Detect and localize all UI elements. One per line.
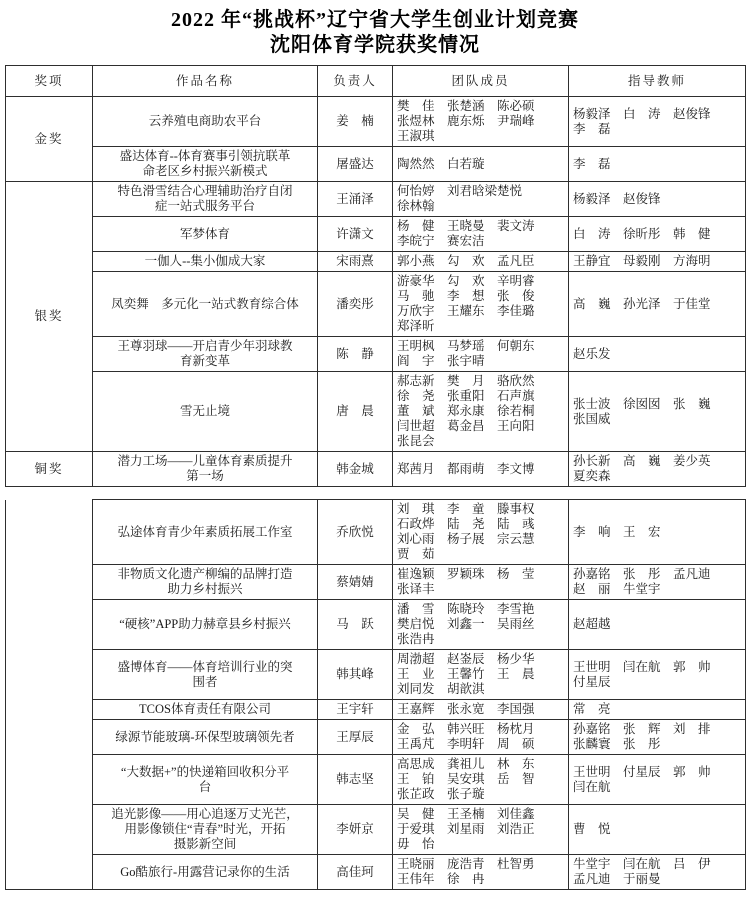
member-line: 郝志新 樊 月 骆欣然 [397,374,535,388]
work-title-line: 追光影像——用心追逐万丈光芒， [111,807,299,821]
leader-cell: 韩金城 [318,452,393,487]
team-members-cell [393,500,569,565]
award-cell: 银奖 [6,182,93,452]
work-title-line: 盛达体育--体育赛事引领抗联革 [119,149,291,163]
advisors-cell [569,272,746,337]
work-title-cell [93,805,318,855]
advisors-cell [569,700,746,720]
member-line: 何怡婷 刘君晗梁楚悦 [397,184,523,198]
advisor-line: 张国威 [573,411,611,426]
member-line: 闫世超 葛金昌 王向阳 [397,419,535,433]
work-title-cell [93,182,318,217]
leader-cell: 王厚辰 [318,720,393,755]
work-title-cell [93,600,318,650]
advisors-cell [569,97,746,147]
team-members-cell [393,372,569,452]
team-members-cell [393,700,569,720]
advisors-cell [569,805,746,855]
advisor-line: 张麟寰 张 彤 [573,737,661,751]
table-row [6,700,746,720]
work-title-cell [93,650,318,700]
advisor-line: 张士波 徐囡囡 张 巍 [573,396,711,411]
member-line: 金 弘 韩兴旺 杨枕月 [397,722,535,736]
leader-cell: 屠盛达 [318,147,393,182]
leader-cell: 唐 晨 [318,372,393,452]
advisor-line: 孟凡迪 于丽曼 [573,872,661,886]
member-line: 刘心雨 杨子展 宗云慧 [397,532,535,546]
work-title-line: “大数据+”的快递箱回收积分平 [120,764,290,779]
work-title-cell [93,217,318,252]
header-row [6,66,746,97]
work-title-line: “硬核”APP助力赫章县乡村振兴 [119,617,291,631]
advisor-line: 孙嘉铭 张 彤 孟凡迪 [573,567,711,581]
leader-cell: 乔欣悦 [318,500,393,565]
leader-cell: 李妍京 [318,805,393,855]
header-team-members: 团队成员 [393,66,569,97]
member-line: 石政烨 陆 尧 陆 彧 [397,517,535,531]
work-title-cell [93,700,318,720]
advisor-line: 高 巍 孙光泽 于佳堂 [573,296,711,311]
member-line: 刘 琪 李 童 滕事权 [397,502,535,516]
leader-cell: 陈 静 [318,337,393,372]
member-line: 万欣宇 王耀东 李佳璐 [397,304,535,318]
team-members-cell [393,252,569,272]
team-members-cell [393,600,569,650]
member-line: 郑茜月 都雨萌 李文博 [397,461,535,476]
advisor-line: 付星辰 [573,674,611,689]
member-line: 刘同发 胡歆淇 [397,682,485,696]
team-members-cell [393,182,569,217]
work-title-cell [93,337,318,372]
team-members-cell [393,755,569,805]
advisor-line: 赵超越 [573,617,611,631]
member-line: 张煜林 鹿东烁 尹瑞峰 [397,114,535,128]
work-title-cell [93,147,318,182]
table-row [6,337,746,372]
table-row [6,650,746,700]
work-title-line: 助力乡村振兴 [167,582,243,596]
member-line: 王嘉辉 张永宽 李国强 [397,702,535,716]
table-row [6,565,746,600]
table-row [6,217,746,252]
advisor-line: 常 亮 [573,702,611,716]
advisor-line: 杨毅泽 赵俊锋 [573,191,661,206]
advisors-cell [569,565,746,600]
work-title-line: 摄影新空间 [173,837,237,851]
team-members-cell [393,217,569,252]
member-line: 王晓丽 庞浩青 杜智勇 [397,857,535,871]
table-row [6,500,746,565]
leader-cell: 蔡婧婧 [318,565,393,600]
title-line-1: 2022 年“挑战杯”辽宁省大学生创业计划竞赛 [171,9,579,31]
member-line: 李皖宁 赛宏洁 [397,234,485,248]
header-leader: 负责人 [318,66,393,97]
member-line: 阎 宇 张宇晴 [397,354,485,368]
member-line: 王 铂 吴安琪 岳 智 [397,772,535,786]
work-title-line: 雪无止境 [179,404,230,418]
advisors-cell [569,337,746,372]
leader-cell: 韩其峰 [318,650,393,700]
member-line: 徐 尧 张重阳 石声旗 [397,389,535,403]
table-section-gap [5,487,745,499]
member-line: 于爱琪 刘星雨 刘浩正 [397,822,535,836]
header-work-name: 作品名称 [93,66,318,97]
team-members-cell [393,97,569,147]
member-line: 杨 健 王晓曼 裴文涛 [397,219,535,233]
team-members-cell [393,650,569,700]
work-title-line: 育新变革 [179,354,230,368]
work-title-line: 第一场 [186,469,224,483]
leader-cell: 许潇文 [318,217,393,252]
work-title-cell [93,452,318,487]
member-line: 董 斌 郑永康 徐若桐 [397,404,535,418]
advisors-cell [569,372,746,452]
leader-cell: 韩志坚 [318,755,393,805]
member-line: 陶然然 白若璇 [397,156,485,171]
table-row [6,97,746,147]
awards-table-part1 [5,65,746,487]
table-row [6,755,746,805]
work-title-line: 盛博体育——体育培训行业的突 [117,659,293,674]
header-advisors: 指导教师 [569,66,746,97]
award-cell: 铜奖 [6,452,93,487]
leader-cell: 马 跃 [318,600,393,650]
member-line: 吴 健 王圣楠 刘佳鑫 [397,807,535,821]
table-row [6,182,746,217]
table-row [6,855,746,890]
work-title-line: Go酷旅行-用露营记录你的生活 [120,864,290,879]
member-line: 张译丰 [397,582,435,596]
team-members-cell [393,565,569,600]
work-title-cell [93,252,318,272]
work-title-line: 云养殖电商助农平台 [148,114,262,128]
member-line: 潘 雪 陈晓玲 李雪艳 [397,602,535,616]
table-row [6,372,746,452]
awards-table-part2 [5,499,746,890]
advisor-line: 赵乐发 [573,346,611,361]
member-line: 王 业 王馨竹 王 晨 [397,667,535,681]
advisor-line: 孙嘉铭 张 辉 刘 排 [573,722,711,736]
member-line: 高思成 龚祖儿 林 东 [397,757,535,771]
work-title-cell [93,720,318,755]
member-line: 樊启悦 刘鑫一 吴雨丝 [397,617,535,631]
advisor-line: 王静宜 母毅刚 方海明 [573,254,711,268]
work-title-cell [93,565,318,600]
advisor-line: 闫在航 [573,779,611,794]
advisors-cell [569,600,746,650]
advisors-cell [569,855,746,890]
page-title [5,8,745,58]
advisor-line: 白 涛 徐昕彤 韩 健 [573,226,711,241]
leader-cell: 姜 楠 [318,97,393,147]
team-members-cell [393,805,569,855]
award-cell [6,500,93,890]
member-line: 王禹芃 李明轩 周 硕 [397,737,535,751]
header-award: 奖项 [6,66,93,97]
work-title-line: 军梦体育 [179,226,230,241]
table-row [6,720,746,755]
leader-cell: 潘奕彤 [318,272,393,337]
advisors-cell [569,182,746,217]
work-title-line: 围者 [192,674,218,689]
work-title-line: 台 [198,779,212,794]
leader-cell: 宋雨熹 [318,252,393,272]
member-line: 张芷政 张子璇 [397,787,485,801]
member-line: 郑泽昕 [397,319,435,333]
team-members-cell [393,337,569,372]
work-title-line: 王尊羽球——开启青少年羽球教 [117,339,293,353]
advisor-line: 孙长新 高 巍 姜少英 [573,454,711,468]
member-line: 王伟年 徐 冉 [397,872,485,886]
work-title-line: 特色滑雪结合心理辅助治疗自闭 [117,184,293,198]
work-title-line: 症一站式服务平台 [154,199,255,213]
work-title-line: 弘途体育青少年素质拓展工作室 [117,524,293,539]
advisor-line: 夏奕森 [573,469,611,483]
leader-cell: 王宇轩 [318,700,393,720]
member-line: 马 驰 李 想 张 俊 [397,289,535,303]
leader-cell: 王涌泽 [318,182,393,217]
award-cell: 金奖 [6,97,93,182]
title-line-2: 沈阳体育学院获奖情况 [270,34,480,56]
advisor-line: 杨毅泽 白 涛 赵俊锋 [573,106,711,121]
work-title-cell [93,855,318,890]
work-title-cell [93,97,318,147]
table-row [6,252,746,272]
advisors-cell [569,452,746,487]
member-line: 贾 茹 [397,547,435,561]
work-title-line: 非物质文化遗产柳编的品牌打造 [117,567,293,581]
member-line: 张浩冉 [397,632,435,646]
advisor-line: 王世明 付星辰 郭 帅 [573,764,711,779]
table-row [6,147,746,182]
member-line: 游豪华 勾 欢 辛明睿 [397,274,535,288]
member-line: 周渤超 赵崟辰 杨少华 [397,652,535,666]
team-members-cell [393,855,569,890]
member-line: 徐林翰 [397,199,435,213]
table-row [6,452,746,487]
advisor-line: 曹 悦 [573,822,611,836]
leader-cell: 高佳珂 [318,855,393,890]
advisors-cell [569,755,746,805]
advisors-cell [569,650,746,700]
work-title-line: 用影像锁住“青春”时光，开拓 [124,822,286,836]
member-line: 王明枫 马梦瑶 何朝东 [397,339,535,353]
member-line: 毋 怡 [397,837,435,851]
work-title-line: 绿源节能玻璃-环保型玻璃领先者 [115,729,295,744]
table-row [6,600,746,650]
work-title-line: 凤奕舞 多元化一站式教育综合体 [111,296,299,311]
table-row [6,272,746,337]
advisor-line: 李 响 王 宏 [573,524,661,539]
team-members-cell [393,452,569,487]
work-title-cell [93,272,318,337]
advisor-line: 李 磊 [573,121,611,136]
advisors-cell [569,147,746,182]
team-members-cell [393,147,569,182]
advisors-cell [569,720,746,755]
member-line: 崔逸颖 罗颖珠 杨 莹 [397,567,535,581]
advisor-line: 李 磊 [573,156,611,171]
table-row [6,805,746,855]
member-line: 郭小燕 勾 欢 孟凡臣 [397,254,535,268]
work-title-line: TCOS体育责任有限公司 [139,702,271,716]
advisor-line: 赵 丽 牛堂宇 [573,582,661,596]
advisors-cell [569,217,746,252]
work-title-cell [93,500,318,565]
team-members-cell [393,272,569,337]
work-title-line: 一伽人--集小伽成大家 [144,254,266,268]
work-title-cell [93,372,318,452]
member-line: 张昆会 [397,434,435,448]
team-members-cell [393,720,569,755]
advisors-cell [569,500,746,565]
member-line: 樊 佳 张楚涵 陈必硕 [397,99,535,113]
advisor-line: 牛堂宇 闫在航 吕 伊 [573,857,711,871]
work-title-line: 潜力工场——儿童体育素质提升 [117,454,293,468]
work-title-cell [93,755,318,805]
work-title-line: 命老区乡村振兴新模式 [142,164,268,178]
advisors-cell [569,252,746,272]
member-line: 王淑琪 [397,129,435,143]
advisor-line: 王世明 闫在航 郭 帅 [573,659,711,674]
